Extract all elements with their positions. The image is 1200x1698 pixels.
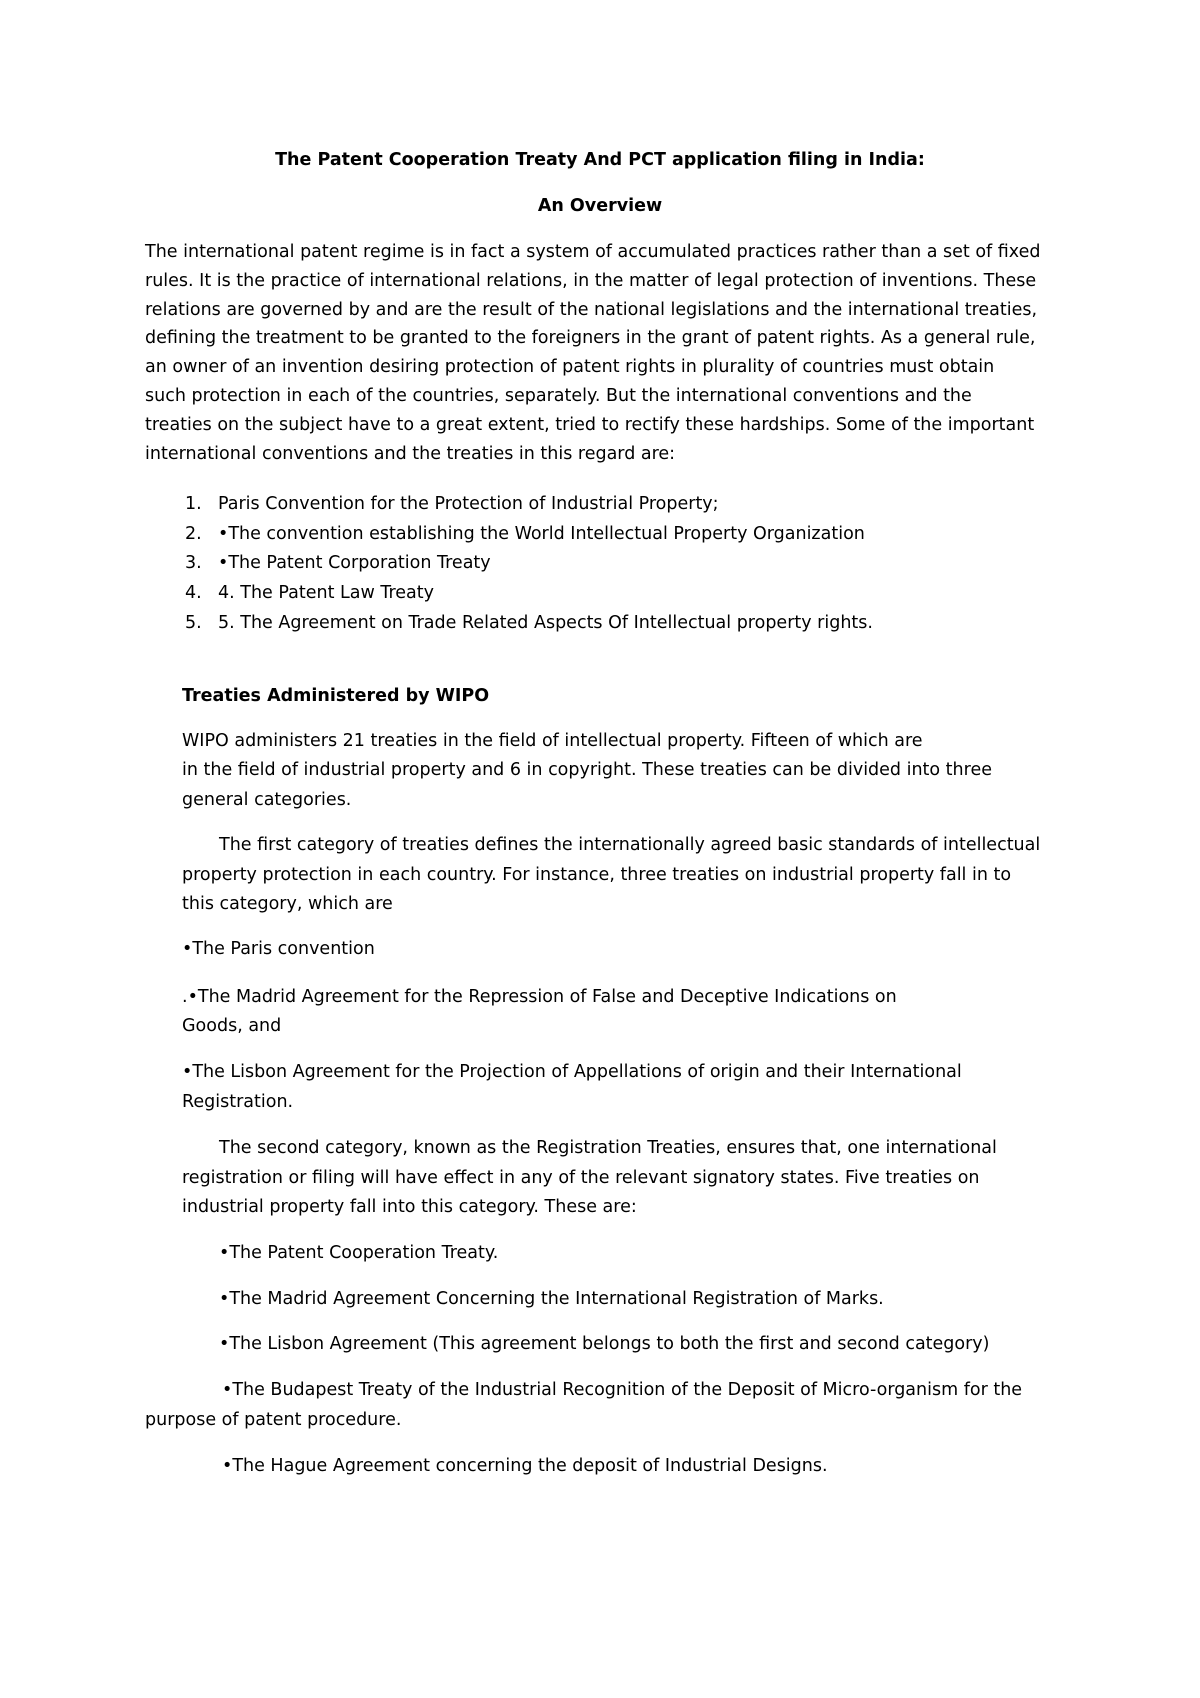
bullet-item: •The Hague Agreement concerning the deposit of Industrial Designs. — [222, 1456, 828, 1476]
bullet-item: •The Patent Cooperation Treaty. — [219, 1243, 499, 1263]
paragraph-line: in the field of industrial property and 6 in copyright. These treaties can be divided into three — [182, 760, 992, 780]
paragraph-line: The first category of treaties defines the internationally agreed basic standards of intellectual — [219, 835, 1041, 855]
section-heading: Treaties Administered by WIPO — [182, 686, 490, 706]
document-title: The Patent Cooperation Treaty And PCT application filing in India: — [275, 150, 925, 170]
bullet-item: •The Lisbon Agreement (This agreement belongs to both the first and second category) — [219, 1334, 990, 1354]
bullet-item: •The Lisbon Agreement for the Projection of Appellations of origin and their International — [182, 1062, 962, 1082]
list-text: Paris Convention for the Protection of Industrial Property; — [218, 494, 719, 514]
paragraph-line: an owner of an invention desiring protection of patent rights in plurality of countries must obtain — [145, 357, 995, 377]
paragraph-line: The international patent regime is in fact a system of accumulated practices rather than a set of fixed — [145, 242, 1041, 262]
paragraph-line: WIPO administers 21 treaties in the field of intellectual property. Fifteen of which are — [182, 731, 923, 751]
paragraph-line: treaties on the subject have to a great extent, tried to rectify these hardships. Some of the important — [145, 415, 1035, 435]
document-subtitle: An Overview — [537, 196, 663, 216]
bullet-item: •The Madrid Agreement Concerning the International Registration of Marks. — [219, 1289, 884, 1309]
list-number: 4. — [185, 583, 202, 603]
paragraph-line: relations are governed by and are the result of the national legislations and the international treaties, — [145, 300, 1038, 320]
list-number: 3. — [185, 553, 202, 573]
paragraph-line: property protection in each country. For instance, three treaties on industrial property fall in to — [182, 865, 1012, 885]
paragraph-line: rules. It is the practice of international relations, in the matter of legal protection of inventions. These — [145, 271, 1037, 291]
bullet-item: .•The Madrid Agreement for the Repression of False and Deceptive Indications on — [182, 987, 897, 1007]
list-number: 5. — [185, 613, 202, 633]
paragraph-line: such protection in each of the countries, separately. But the international conventions and the — [145, 386, 972, 406]
paragraph-line: registration or filing will have effect in any of the relevant signatory states. Five treaties on — [182, 1168, 980, 1188]
list-text: 5. The Agreement on Trade Related Aspects Of Intellectual property rights. — [218, 613, 873, 633]
list-number: 1. — [185, 494, 202, 514]
bullet-item: •The Paris convention — [182, 939, 375, 959]
list-text: •The convention establishing the World Intellectual Property Organization — [218, 524, 865, 544]
paragraph-line: defining the treatment to be granted to the foreigners in the grant of patent rights. As a general rule, — [145, 328, 1036, 348]
bullet-item: Registration. — [182, 1092, 294, 1112]
list-text: 4. The Patent Law Treaty — [218, 583, 434, 603]
paragraph-line: The second category, known as the Registration Treaties, ensures that, one international — [219, 1138, 997, 1158]
bullet-item: purpose of patent procedure. — [145, 1410, 402, 1430]
list-number: 2. — [185, 524, 202, 544]
bullet-item: Goods, and — [182, 1016, 282, 1036]
paragraph-line: international conventions and the treaties in this regard are: — [145, 444, 676, 464]
bullet-item: •The Budapest Treaty of the Industrial Recognition of the Deposit of Micro-organism for the — [222, 1380, 1023, 1400]
paragraph-line: general categories. — [182, 790, 352, 810]
paragraph-line: this category, which are — [182, 894, 393, 914]
list-text: •The Patent Corporation Treaty — [218, 553, 491, 573]
paragraph-line: industrial property fall into this category. These are: — [182, 1197, 637, 1217]
